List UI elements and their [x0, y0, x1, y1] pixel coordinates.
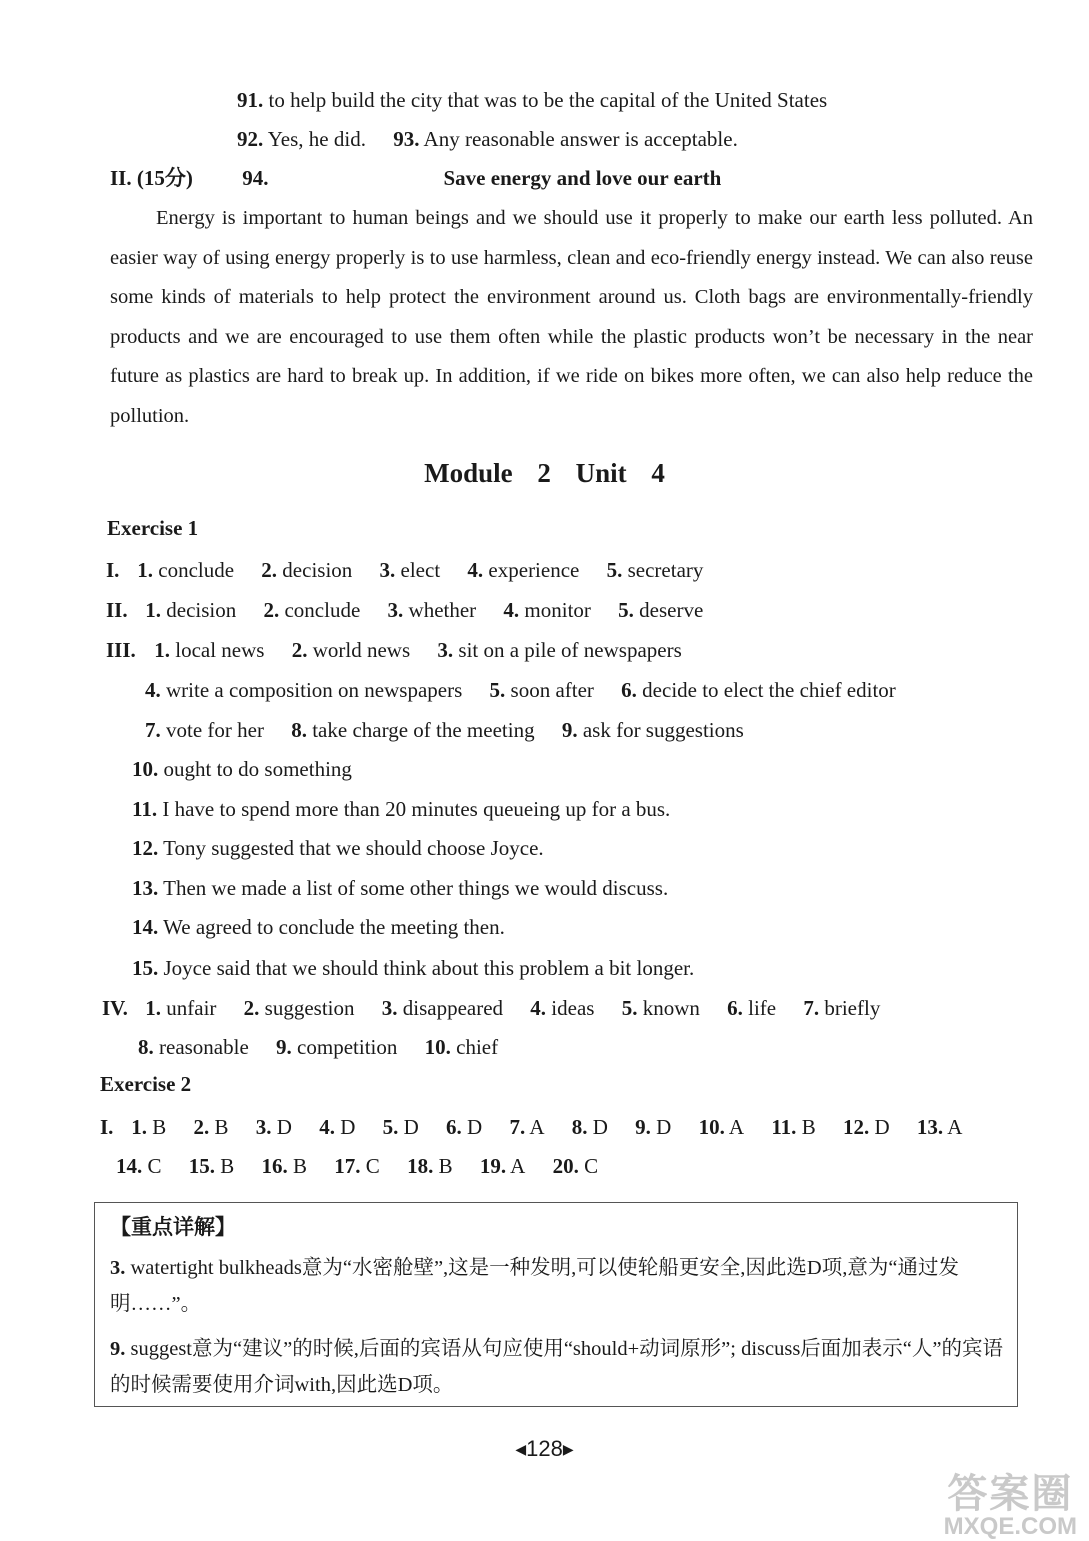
- item-text: We agreed to conclude the meeting then.: [163, 915, 505, 939]
- ex1-iii-item-13: [132, 874, 668, 902]
- item-text: secretary: [627, 558, 704, 582]
- answer-92-93: [237, 125, 738, 153]
- section-label: I.: [106, 558, 120, 582]
- key-points-title: 【重点详解】: [110, 1215, 236, 1239]
- item-number: 8.: [138, 1035, 154, 1059]
- item-text: vote for her: [166, 718, 264, 742]
- ex1-iii-item-15: [132, 954, 694, 982]
- item-number: 10.: [698, 1115, 725, 1139]
- item-number: 3.: [255, 1115, 272, 1139]
- item-number: 10.: [132, 757, 159, 781]
- item-text: B: [220, 1154, 235, 1178]
- section-label: IV.: [102, 996, 128, 1020]
- item-number: 8.: [291, 718, 307, 742]
- item-text: D: [403, 1115, 419, 1139]
- item-text: A: [947, 1115, 963, 1139]
- item-number: 15.: [132, 956, 159, 980]
- item-text: Yes, he did.: [267, 127, 366, 151]
- item-text: watertight bulkheads意为“水密舱壁”,这是一种发明,可以使轮船更安全,因此选D项,意为“通过发明……”。: [110, 1257, 959, 1315]
- item-number: 7.: [803, 996, 820, 1020]
- item-number: 18.: [407, 1154, 434, 1178]
- page-number-text: 128: [526, 1436, 563, 1461]
- item-number: 4.: [530, 996, 547, 1020]
- watermark: [944, 1462, 1077, 1541]
- ex1-section-iii-row1: [106, 636, 704, 664]
- item-text: I have to spend more than 20 minutes queueing up for a bus.: [162, 797, 671, 821]
- item-text: Joyce said that we should think about this problem a bit longer.: [163, 956, 695, 980]
- item-text: A: [510, 1154, 526, 1178]
- ex1-section-i: [106, 556, 725, 584]
- ex1-iii-item-11: [132, 795, 670, 823]
- section-label: II.: [106, 598, 128, 622]
- item-number: 3.: [379, 558, 396, 582]
- item-text: experience: [488, 558, 580, 582]
- item-text: D: [656, 1115, 672, 1139]
- item-text: C: [147, 1154, 162, 1178]
- item-text: briefly: [824, 996, 881, 1020]
- item-number: 14.: [132, 915, 159, 939]
- ex1-section-iv-row2: [138, 1033, 520, 1061]
- item-number: 14.: [116, 1154, 143, 1178]
- item-number: 6.: [727, 996, 743, 1020]
- answer-91: [237, 86, 827, 114]
- item-number: 3.: [437, 638, 454, 662]
- item-number: 5.: [618, 598, 634, 622]
- item-number: 20.: [552, 1154, 579, 1178]
- item-number: 17.: [334, 1154, 361, 1178]
- item-text: B: [152, 1115, 167, 1139]
- ex1-section-iv-row1: [102, 994, 902, 1022]
- exercise-2-title: Exercise 2: [100, 1072, 192, 1096]
- item-text: C: [584, 1154, 599, 1178]
- watermark-cn: 答案圈: [947, 1472, 1074, 1516]
- ex1-section-iii-row3: [145, 716, 766, 744]
- item-number: 9.: [635, 1115, 651, 1139]
- item-number: 4.: [319, 1115, 335, 1139]
- item-number: 11.: [771, 1115, 797, 1139]
- item-text: sit on a pile of newspapers: [458, 638, 682, 662]
- item-text: competition: [297, 1035, 398, 1059]
- item-text: life: [748, 996, 777, 1020]
- item-number: 91.: [237, 88, 264, 112]
- item-text: soon after: [510, 678, 594, 702]
- item-number: 1.: [137, 558, 153, 582]
- item-number: 9.: [561, 718, 578, 742]
- item-number: 1.: [154, 638, 170, 662]
- item-text: decision: [166, 598, 237, 622]
- ex1-iii-item-12: [132, 834, 544, 862]
- item-text: D: [340, 1115, 356, 1139]
- item-text: B: [293, 1154, 308, 1178]
- key-point-3: [110, 1250, 1010, 1322]
- section-ii-header: [110, 164, 721, 192]
- item-text: world news: [312, 638, 411, 662]
- item-number: 5.: [382, 1115, 399, 1139]
- item-number: 2.: [243, 996, 260, 1020]
- triangle-right-icon: ▶: [562, 1441, 574, 1457]
- item-number: 1.: [145, 996, 161, 1020]
- item-text: write a composition on newspapers: [166, 678, 463, 702]
- item-text: D: [874, 1115, 890, 1139]
- ex2-section-i-row2: [116, 1152, 620, 1180]
- item-number: 7.: [145, 718, 161, 742]
- ex1-section-ii: [106, 596, 725, 624]
- item-number: 8.: [571, 1115, 588, 1139]
- watermark-url: MXQE.COM: [943, 1513, 1077, 1540]
- item-text: known: [642, 996, 700, 1020]
- section-label: I.: [100, 1115, 114, 1139]
- item-text: decide to elect the chief editor: [642, 678, 896, 702]
- item-number: 7.: [509, 1115, 526, 1139]
- item-number: 9.: [276, 1035, 292, 1059]
- item-number: 3.: [381, 996, 398, 1020]
- item-text: whether: [408, 598, 477, 622]
- item-number: 1.: [131, 1115, 147, 1139]
- ex2-section-i-row1: [100, 1113, 984, 1141]
- item-text: C: [365, 1154, 380, 1178]
- item-number: 92.: [237, 127, 264, 151]
- item-text: elect: [400, 558, 441, 582]
- item-text: conclude: [158, 558, 235, 582]
- ex1-iii-item-10: [132, 755, 352, 783]
- item-text: ideas: [551, 996, 595, 1020]
- page-number: [0, 1436, 1089, 1462]
- item-number: 94.: [242, 166, 269, 190]
- item-text: B: [214, 1115, 229, 1139]
- item-number: 15.: [188, 1154, 216, 1178]
- item-number: 10.: [424, 1035, 451, 1059]
- exercise-1-title: Exercise 1: [107, 516, 199, 540]
- triangle-left-icon: ◀: [515, 1441, 527, 1457]
- item-text: reasonable: [159, 1035, 249, 1059]
- item-text: deserve: [639, 598, 704, 622]
- item-number: 16.: [261, 1154, 288, 1178]
- item-number: 5.: [621, 996, 638, 1020]
- item-number: 6.: [446, 1115, 462, 1139]
- item-text: Any reasonable answer is acceptable.: [423, 127, 738, 151]
- item-number: 3.: [110, 1257, 126, 1279]
- item-text: D: [592, 1115, 608, 1139]
- item-number: 93.: [393, 127, 420, 151]
- section-label: II. (15分): [110, 166, 193, 190]
- item-number: 2.: [193, 1115, 210, 1139]
- item-number: 3.: [387, 598, 404, 622]
- item-text: Tony suggested that we should choose Joyce.: [163, 836, 544, 860]
- item-number: 4.: [467, 558, 484, 582]
- item-number: 9.: [110, 1338, 126, 1360]
- item-text: D: [276, 1115, 292, 1139]
- item-number: 2.: [261, 558, 278, 582]
- item-number: 5.: [489, 678, 506, 702]
- item-text: local news: [175, 638, 265, 662]
- item-number: 12.: [132, 836, 159, 860]
- item-text: suggestion: [264, 996, 355, 1020]
- module-title: Module 2 Unit 4: [424, 458, 665, 488]
- item-text: disappeared: [402, 996, 504, 1020]
- item-text: take charge of the meeting: [312, 718, 535, 742]
- essay-paragraph: [110, 199, 1033, 437]
- item-number: 1.: [145, 598, 161, 622]
- item-number: 11.: [132, 797, 158, 821]
- section-label: III.: [106, 638, 136, 662]
- item-text: unfair: [166, 996, 217, 1020]
- essay-text: Energy is important to human beings and we should use it properly to make our earth less polluted. An easier way of using energy properly is to use harmless, clean and eco-friendly energy instead. We can also reuse some kinds of materials to help protect the environment around us. Cloth bags are environmentally-friendly products and we are encouraged to use them often while the plastic products won’t be necessary in the near future as plastics are hard to break up. In addition, if we ride on bikes more often, we can also help reduce the pollution.: [110, 207, 1033, 427]
- item-text: suggest意为“建议”的时候,后面的宾语从句应使用“should+动词原形”; discuss后面加表示“人”的宾语的时候需要使用介词with,因此选D项。: [110, 1338, 1003, 1396]
- item-number: 13.: [916, 1115, 944, 1139]
- item-text: A: [529, 1115, 545, 1139]
- item-text: B: [438, 1154, 453, 1178]
- item-number: 4.: [145, 678, 161, 702]
- item-text: to help build the city that was to be the capital of the United States: [268, 88, 828, 112]
- essay-title: Save energy and love our earth: [443, 166, 722, 190]
- item-number: 13.: [132, 876, 159, 900]
- ex1-iii-item-14: [132, 913, 505, 941]
- item-text: conclude: [284, 598, 361, 622]
- item-number: 2.: [291, 638, 308, 662]
- item-text: D: [467, 1115, 483, 1139]
- item-text: decision: [282, 558, 353, 582]
- item-text: ought to do something: [163, 757, 352, 781]
- item-number: 6.: [621, 678, 637, 702]
- item-text: A: [728, 1115, 745, 1139]
- key-point-9: [110, 1331, 1010, 1403]
- item-text: ask for suggestions: [582, 718, 744, 742]
- item-number: 12.: [842, 1115, 870, 1139]
- item-number: 5.: [606, 558, 623, 582]
- ex1-section-iii-row2: [145, 676, 918, 704]
- item-number: 4.: [503, 598, 520, 622]
- item-text: chief: [456, 1035, 499, 1059]
- item-number: 19.: [479, 1154, 507, 1178]
- item-text: B: [801, 1115, 816, 1139]
- item-text: Then we made a list of some other things we would discuss.: [163, 876, 669, 900]
- item-text: monitor: [524, 598, 591, 622]
- item-number: 2.: [263, 598, 280, 622]
